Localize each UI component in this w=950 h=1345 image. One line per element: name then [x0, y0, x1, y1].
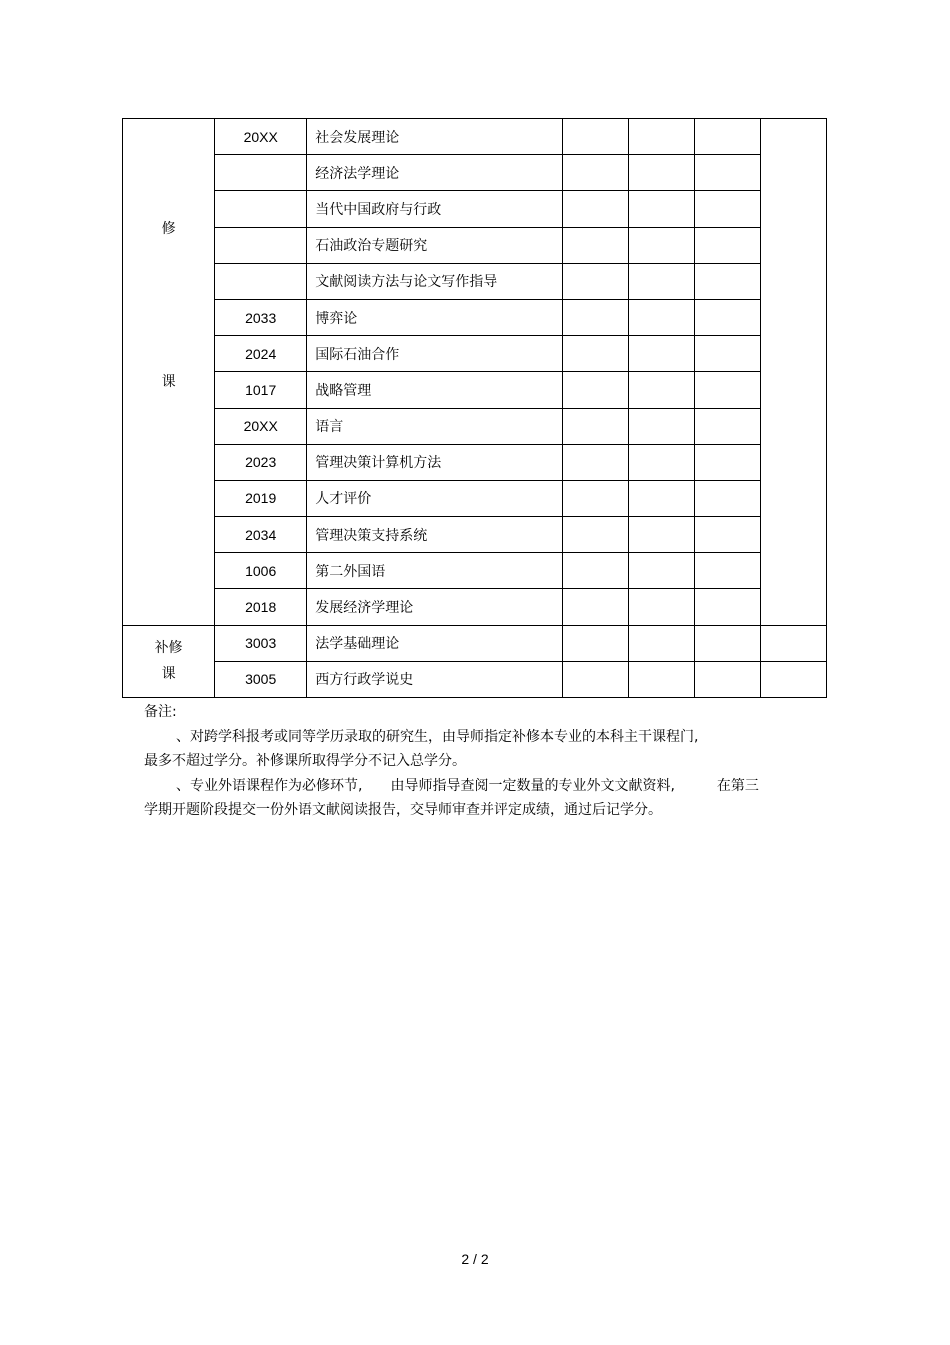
empty-cell — [760, 661, 826, 697]
course-name: 石油政治专题研究 — [307, 227, 562, 263]
empty-cell — [694, 191, 760, 227]
empty-cell — [628, 408, 694, 444]
course-code: 20XX — [215, 408, 307, 444]
empty-cell — [628, 517, 694, 553]
empty-cell — [562, 589, 628, 625]
empty-cell — [694, 517, 760, 553]
course-name: 经济法学理论 — [307, 155, 562, 191]
empty-cell — [628, 155, 694, 191]
notes-section — [144, 700, 814, 823]
course-code: 2019 — [215, 480, 307, 516]
empty-cell — [628, 119, 694, 155]
empty-cell — [562, 480, 628, 516]
course-code — [215, 263, 307, 299]
table-row — [123, 191, 827, 227]
empty-cell — [628, 191, 694, 227]
empty-cell — [694, 119, 760, 155]
empty-cell — [694, 408, 760, 444]
empty-cell — [694, 336, 760, 372]
note-item-1-line-1: 、对跨学科报考或同等学历录取的研究生，由导师指定补修本专业的本科主干课程门, — [176, 728, 699, 745]
notes-label: 备注: — [144, 704, 177, 720]
table-row — [123, 372, 827, 408]
empty-cell — [694, 625, 760, 661]
course-name: 西方行政学说史 — [307, 661, 562, 697]
table-row — [123, 155, 827, 191]
empty-cell — [694, 372, 760, 408]
empty-cell — [628, 589, 694, 625]
empty-cell — [694, 661, 760, 697]
course-name: 国际石油合作 — [307, 336, 562, 372]
empty-cell — [562, 625, 628, 661]
table-row — [123, 444, 827, 480]
table-row — [123, 661, 827, 697]
empty-cell — [562, 517, 628, 553]
course-name: 当代中国政府与行政 — [307, 191, 562, 227]
note-item-2-part-1: 、专业外语课程作为必修环节, — [176, 777, 363, 794]
course-name: 社会发展理论 — [307, 119, 562, 155]
note-item-2-line-2: 学期开题阶段提交一份外语文献阅读报告，交导师审查并评定成绩，通过后记学分。 — [144, 802, 662, 818]
course-code: 2018 — [215, 589, 307, 625]
empty-cell — [694, 480, 760, 516]
empty-cell — [562, 661, 628, 697]
category-char-bottom: 课 — [161, 374, 176, 390]
empty-cell — [694, 227, 760, 263]
table-row — [123, 336, 827, 372]
empty-cell — [628, 661, 694, 697]
empty-cell — [628, 227, 694, 263]
table-row — [123, 480, 827, 516]
empty-cell — [628, 444, 694, 480]
empty-cell — [562, 119, 628, 155]
course-table — [122, 118, 827, 698]
empty-cell — [628, 372, 694, 408]
empty-cell — [562, 155, 628, 191]
empty-cell — [628, 299, 694, 335]
course-code: 2023 — [215, 444, 307, 480]
table-row — [123, 263, 827, 299]
course-name: 管理决策支持系统 — [307, 517, 562, 553]
course-code: 1017 — [215, 372, 307, 408]
course-name: 文献阅读方法与论文写作指导 — [307, 263, 562, 299]
empty-cell — [562, 444, 628, 480]
empty-cell — [628, 336, 694, 372]
empty-cell — [628, 480, 694, 516]
note-item-2-part-2: 由导师指导查阅一定数量的专业外文文献资料, — [390, 777, 675, 794]
course-code: 20XX — [215, 119, 307, 155]
table-row — [123, 553, 827, 589]
empty-cell — [562, 553, 628, 589]
table-row — [123, 589, 827, 625]
course-code: 3005 — [215, 661, 307, 697]
empty-cell — [562, 299, 628, 335]
empty-cell — [694, 589, 760, 625]
empty-cell — [562, 336, 628, 372]
table-row — [123, 227, 827, 263]
course-name: 战略管理 — [307, 372, 562, 408]
course-name: 第二外国语 — [307, 553, 562, 589]
empty-cell — [694, 299, 760, 335]
course-code: 2024 — [215, 336, 307, 372]
empty-cell — [694, 444, 760, 480]
empty-cell — [562, 227, 628, 263]
course-name: 语言 — [307, 408, 562, 444]
note-item-1-line-2: 最多不超过学分。补修课所取得学分不记入总学分。 — [144, 753, 466, 769]
category-char-top: 修 — [161, 221, 176, 237]
course-code: 2033 — [215, 299, 307, 335]
empty-cell — [562, 408, 628, 444]
course-name: 人才评价 — [307, 480, 562, 516]
required-course-category-cell — [123, 119, 215, 626]
course-name: 博弈论 — [307, 299, 562, 335]
note-item-2-line-1 — [144, 774, 814, 799]
course-name: 法学基础理论 — [307, 625, 562, 661]
table-row — [123, 517, 827, 553]
course-code — [215, 155, 307, 191]
table-row — [123, 119, 827, 155]
course-code — [215, 227, 307, 263]
empty-cell — [694, 155, 760, 191]
empty-cell — [694, 263, 760, 299]
empty-cell — [694, 553, 760, 589]
course-name: 管理决策计算机方法 — [307, 444, 562, 480]
empty-cell — [760, 625, 826, 661]
empty-cell — [562, 191, 628, 227]
course-code: 2034 — [215, 517, 307, 553]
supplementary-course-category-cell — [123, 625, 215, 697]
course-code: 3003 — [215, 625, 307, 661]
note-item-2-part-3: 在第三 — [716, 777, 759, 794]
category-line-2: 课 — [161, 666, 176, 683]
table-row — [123, 408, 827, 444]
course-name: 发展经济学理论 — [307, 589, 562, 625]
course-code — [215, 191, 307, 227]
empty-cell — [628, 625, 694, 661]
category-line-1: 补修 — [154, 640, 183, 657]
empty-cell — [628, 263, 694, 299]
table-row — [123, 625, 827, 661]
empty-cell — [562, 263, 628, 299]
page-number: 2 / 2 — [461, 1251, 489, 1267]
course-code: 1006 — [215, 553, 307, 589]
empty-merged-cell — [760, 119, 826, 626]
table-row — [123, 299, 827, 335]
empty-cell — [562, 372, 628, 408]
empty-cell — [628, 553, 694, 589]
